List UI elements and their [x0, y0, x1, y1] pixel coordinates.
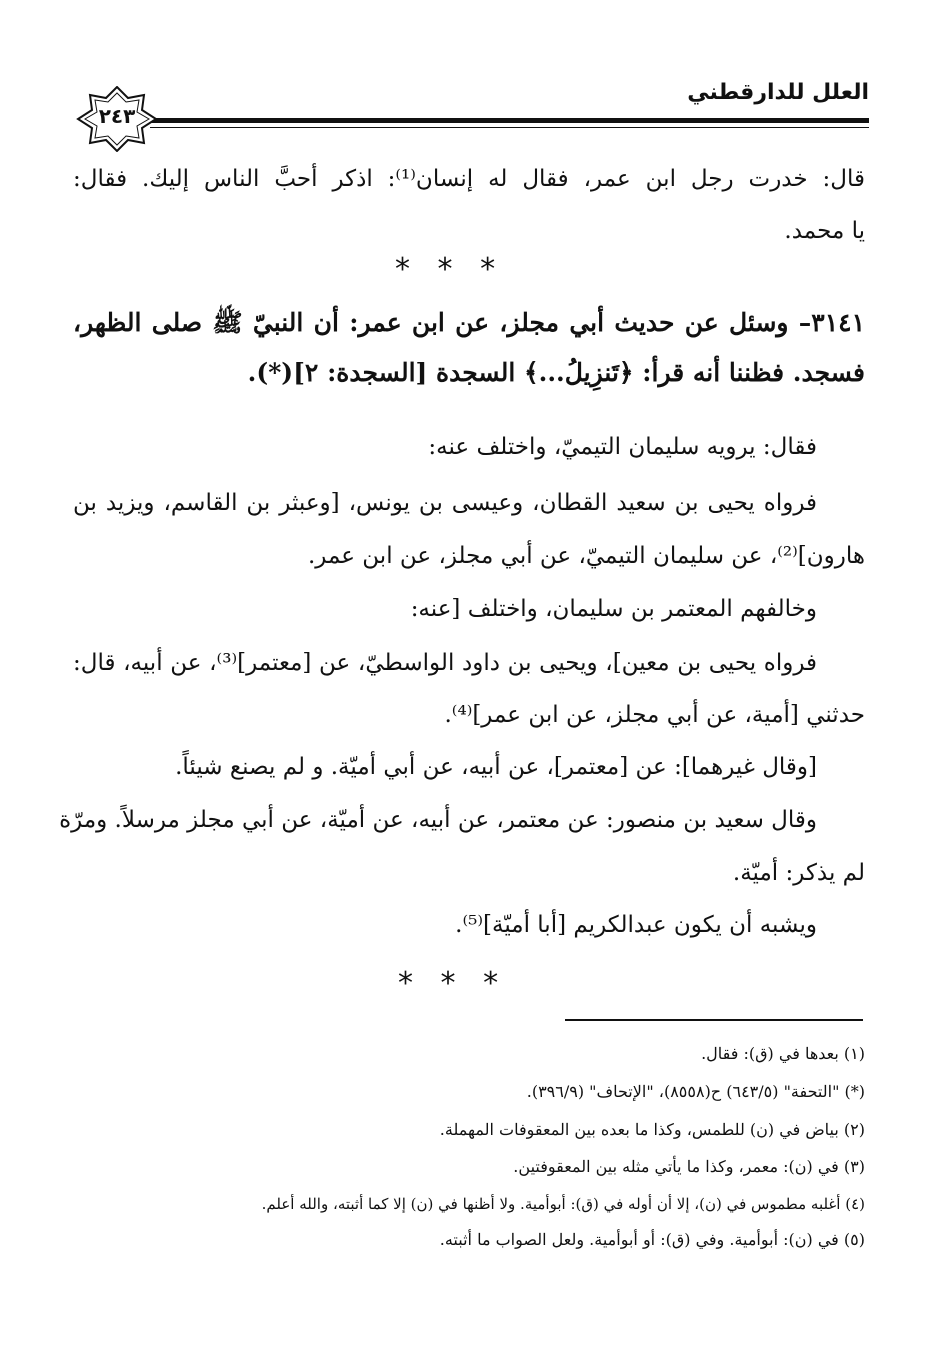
text-line: يا محمد.: [784, 218, 865, 244]
text-line: قال: خدرت رجل ابن عمر، فقال له إنسان⁽¹⁾: اذكر أحبَّ الناس إليك. فقال:: [73, 166, 865, 192]
footnote: (٢) بياض في (ن) للطمس، وكذا ما بعده بين المعقوفات المهملة.: [439, 1120, 865, 1139]
text-line: وقال سعيد بن منصور: عن معتمر، عن أبيه، عن أميّة، عن أبي مجلز مرسلاً. ومرّة: [59, 807, 817, 833]
text-line: ويشبه أن يكون عبدالكريم [أبا أميّة]⁽⁵⁾.: [455, 912, 817, 938]
page-number: ٢٤٣: [98, 104, 136, 128]
running-header-title: العلل للدارقطني: [687, 80, 869, 105]
text-line: فرواه يحيى بن سعيد القطان، وعيسى بن يونس، [وعبثر بن القاسم، ويزيد بن: [73, 490, 817, 516]
footnote: (١) بعدها في (ق): فقال.: [701, 1044, 865, 1063]
footnote: (٣) في (ن): معمر، وكذا ما يأتي مثله بين المعقوفتين.: [513, 1157, 865, 1176]
text-line: حدثني [أمية، عن أبي مجلز، عن ابن عمر]⁽⁴⁾.: [444, 702, 865, 728]
header-rule-thick: [150, 118, 869, 123]
footnote: (٥) في (ن): أبوأمية. وفي (ق): أو أبوأمية. ولعل الصواب ما أثبته.: [439, 1230, 865, 1249]
footnote: (٤) أغلبه مطموس في (ن)، إلا أن أوله في (ق): أبوأمية. ولا أظنها في (ن) إلا كما أثبته، والله أعلم.: [261, 1195, 865, 1213]
section-separator: * * *: [398, 966, 499, 1001]
footnote-rule: [565, 1019, 863, 1021]
footnote: (*) "التحفة" (٦٤٣/٥) ح(٨٥٥٨)، "الإتحاف" (٣٩٦/٩).: [526, 1082, 865, 1101]
text-line: [وقال غيرهما]: عن [معتمر]، عن أبيه، عن أبي أميّة. و لم يصنع شيئاً.: [175, 754, 817, 780]
header-rule-thin: [150, 127, 869, 128]
section-separator: * * *: [395, 252, 496, 287]
hadith-heading-line: فسجد. فظننا أنه قرأ: ﴿تَنزِيلُ...﴾ السجدة [السجدة: ٢](*).: [247, 358, 865, 387]
text-line: فقال: يرويه سليمان التيميّ، واختلف عنه:: [428, 434, 817, 460]
hadith-heading-line: ٣١٤١– وسئل عن حديث أبي مجلز، عن ابن عمر: أن النبيّ ﷺ صلى الظهر،: [73, 308, 865, 337]
text-line: فرواه يحيى بن معين]، ويحيى بن داود الواسطيّ، عن [معتمر]⁽³⁾، عن أبيه، قال:: [73, 650, 818, 676]
text-line: وخالفهم المعتمر بن سليمان، واختلف [عنه:: [410, 596, 817, 622]
text-line: هارون]⁽²⁾، عن سليمان التيميّ، عن أبي مجلز، عن ابن عمر.: [307, 543, 865, 569]
text-line: لم يذكر: أميّة.: [732, 860, 865, 886]
